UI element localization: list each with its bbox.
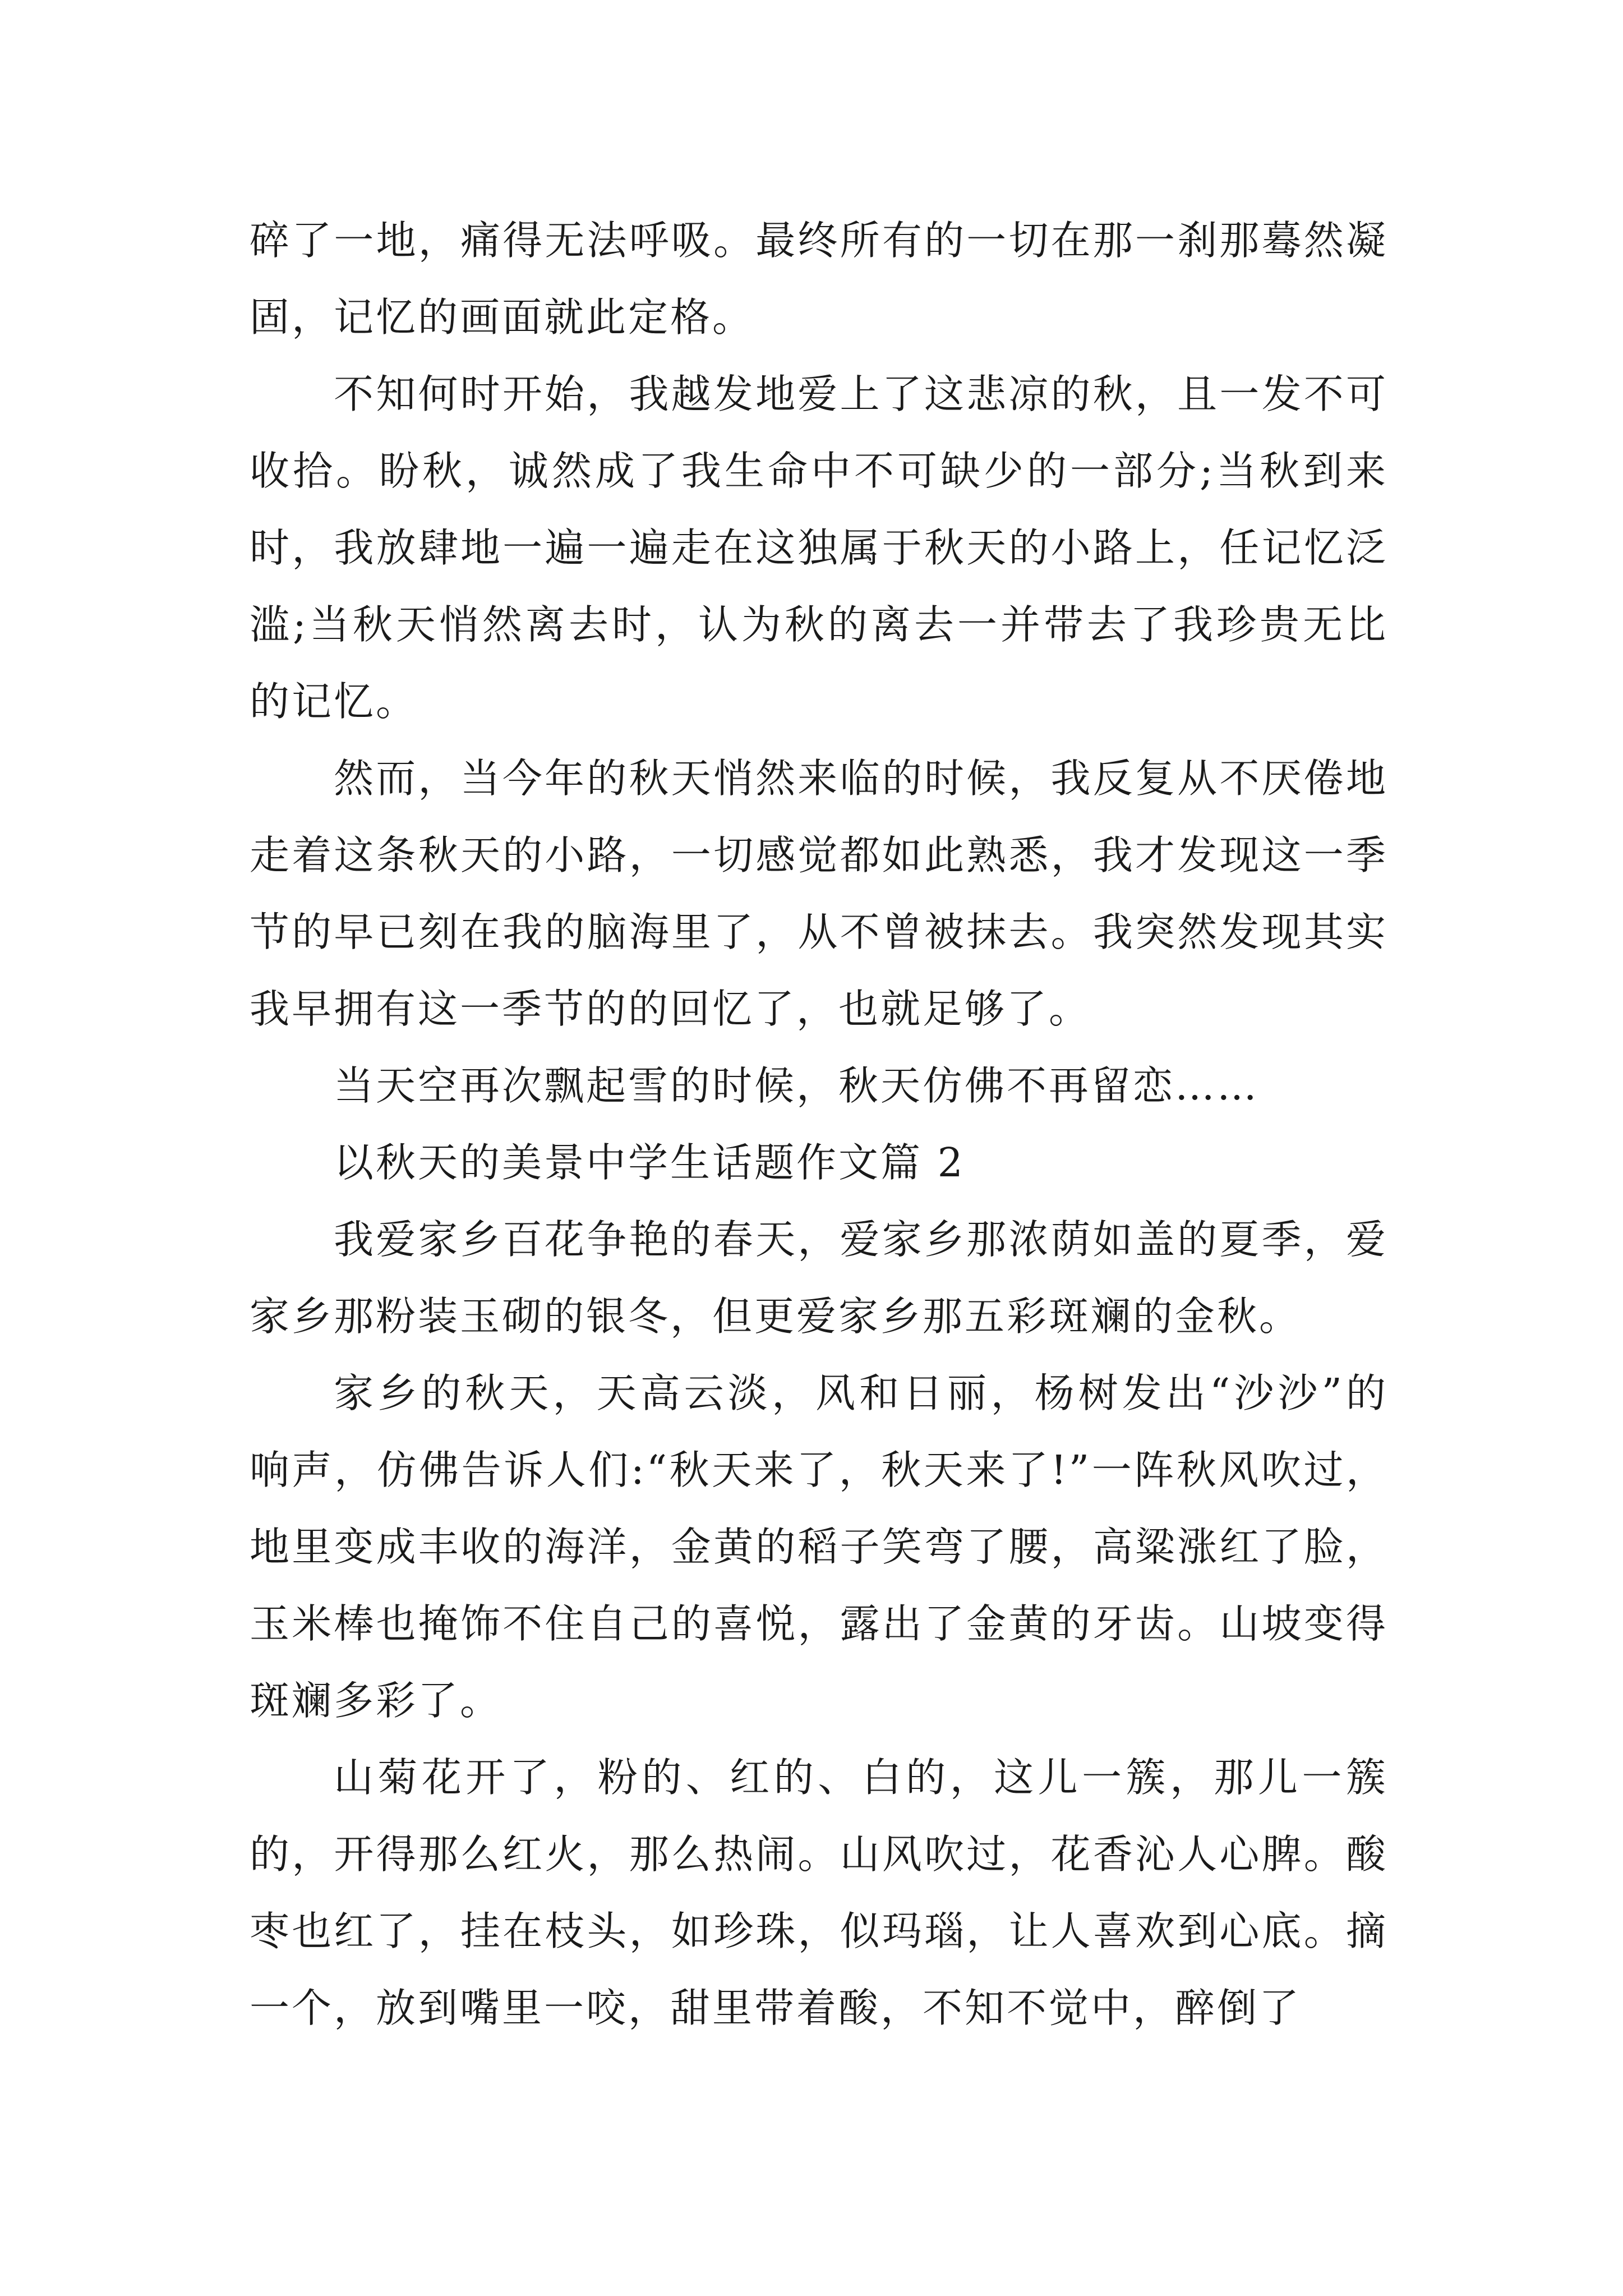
article-body <box>250 202 1388 2046</box>
paragraph-2: 不知何时开始，我越发地爱上了这悲凉的秋，且一发不可收拾。盼秋，诚然成了我生命中不可缺少的一部分;当秋到来时，我放肆地一遍一遍走在这独属于秋天的小路上，任记忆泛滥;当秋天悄然离去时，认为秋的离去一并带去了我珍贵无比的记忆。 <box>250 371 1388 725</box>
paragraph-3: 然而，当今年的秋天悄然来临的时候，我反复从不厌倦地走着这条秋天的小路，一切感觉都如此熟悉，我才发现这一季节的早已刻在我的脑海里了，从不曾被抹去。我突然发现其实我早拥有这一季节的的回忆了，也就足够了。 <box>250 755 1388 1032</box>
paragraph-6: 家乡的秋天，天高云淡，风和日丽，杨树发出“沙沙”的响声，仿佛告诉人们:“秋天来了，秋天来了!”一阵秋风吹过，地里变成丰收的海洋，金黄的稻子笑弯了腰，高粱涨红了脸，玉米棒也掩饰不住自己的喜悦，露出了金黄的牙齿。山坡变得斑斓多彩了。 <box>250 1370 1388 1724</box>
section-heading: 以秋天的美景中学生话题作文篇 2 <box>334 1139 965 1186</box>
paragraph-7: 山菊花开了，粉的、红的、白的，这儿一簇，那儿一簇的，开得那么红火，那么热闹。山风吹过，花香沁人心脾。酸枣也红了，挂在枝头，如珍珠，似玛瑙，让人喜欢到心底。摘一个，放到嘴里一咬，甜里带着酸，不知不觉中，醉倒了 <box>250 1754 1388 2031</box>
paragraph-4: 当天空再次飘起雪的时候，秋天仿佛不再留恋…… <box>334 1062 1260 1109</box>
paragraph-1: 碎了一地，痛得无法呼吸。最终所有的一切在那一刹那蓦然凝固，记忆的画面就此定格。 <box>250 217 1388 341</box>
paragraph-5: 我爱家乡百花争艳的春天，爱家乡那浓荫如盖的夏季，爱家乡那粉装玉砌的银冬，但更爱家乡那五彩斑斓的金秋。 <box>250 1216 1388 1340</box>
